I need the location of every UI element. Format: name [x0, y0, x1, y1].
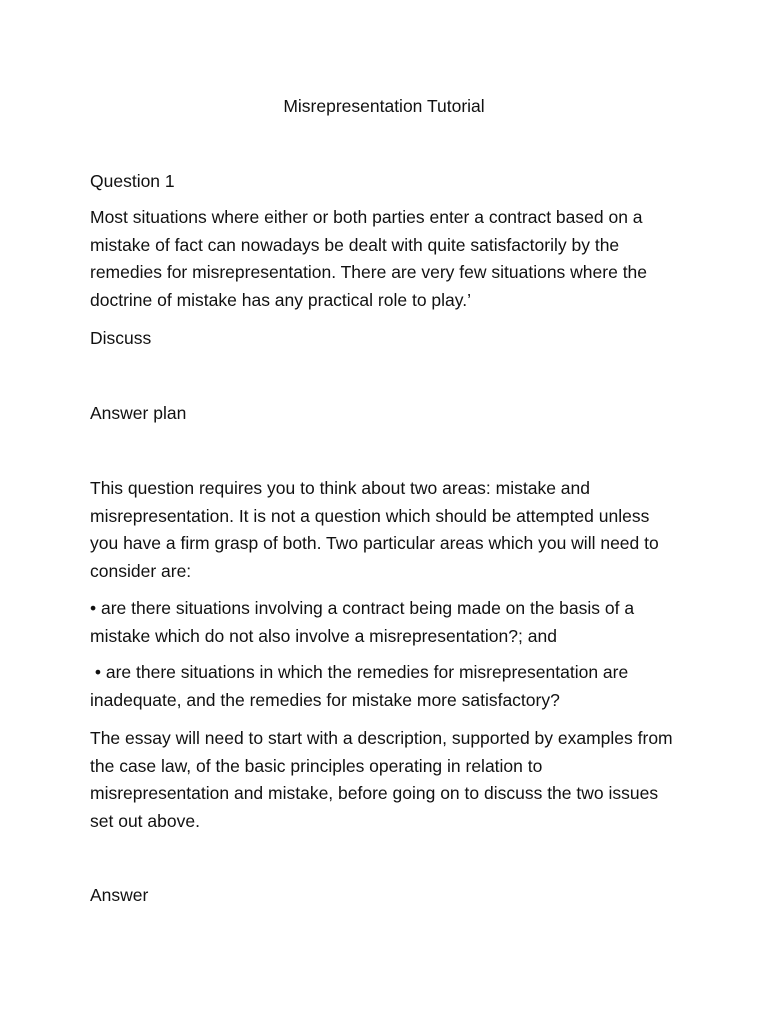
answer-heading: Answer [90, 885, 149, 905]
plan-bullet-2: • are there situations in which the remedies for misrepresentation are inadequate, and the remedies for mistake more satisfactory? [90, 662, 634, 710]
discuss-instruction: Discuss [90, 328, 152, 348]
plan-conclusion-paragraph: The essay will need to start with a description, supported by examples from the case law, of the basic principles operating in relation to misrepresentation and mistake, before going on to discuss the two issues set out above. [90, 728, 673, 831]
question-heading: Question 1 [90, 171, 175, 191]
answer-plan-heading: Answer plan [90, 403, 187, 423]
plan-bullet-1: • are there situations involving a contract being made on the basis of a mistake which do not also involve a misrepresentation?; and [90, 598, 639, 646]
question-text: Most situations where either or both parties enter a contract based on a mistake of fact can nowadays be dealt with quite satisfactorily by the remedies for misrepresentation. There are very few situations where the doctrine of mistake has any practical role to play.’ [90, 207, 648, 310]
document-title: Misrepresentation Tutorial [283, 96, 485, 116]
plan-intro-paragraph: This question requires you to think about two areas: mistake and misrepresentation. It is not a question which should be attempted unless you have a firm grasp of both. Two particular areas which you will need to consider are: [90, 478, 659, 581]
